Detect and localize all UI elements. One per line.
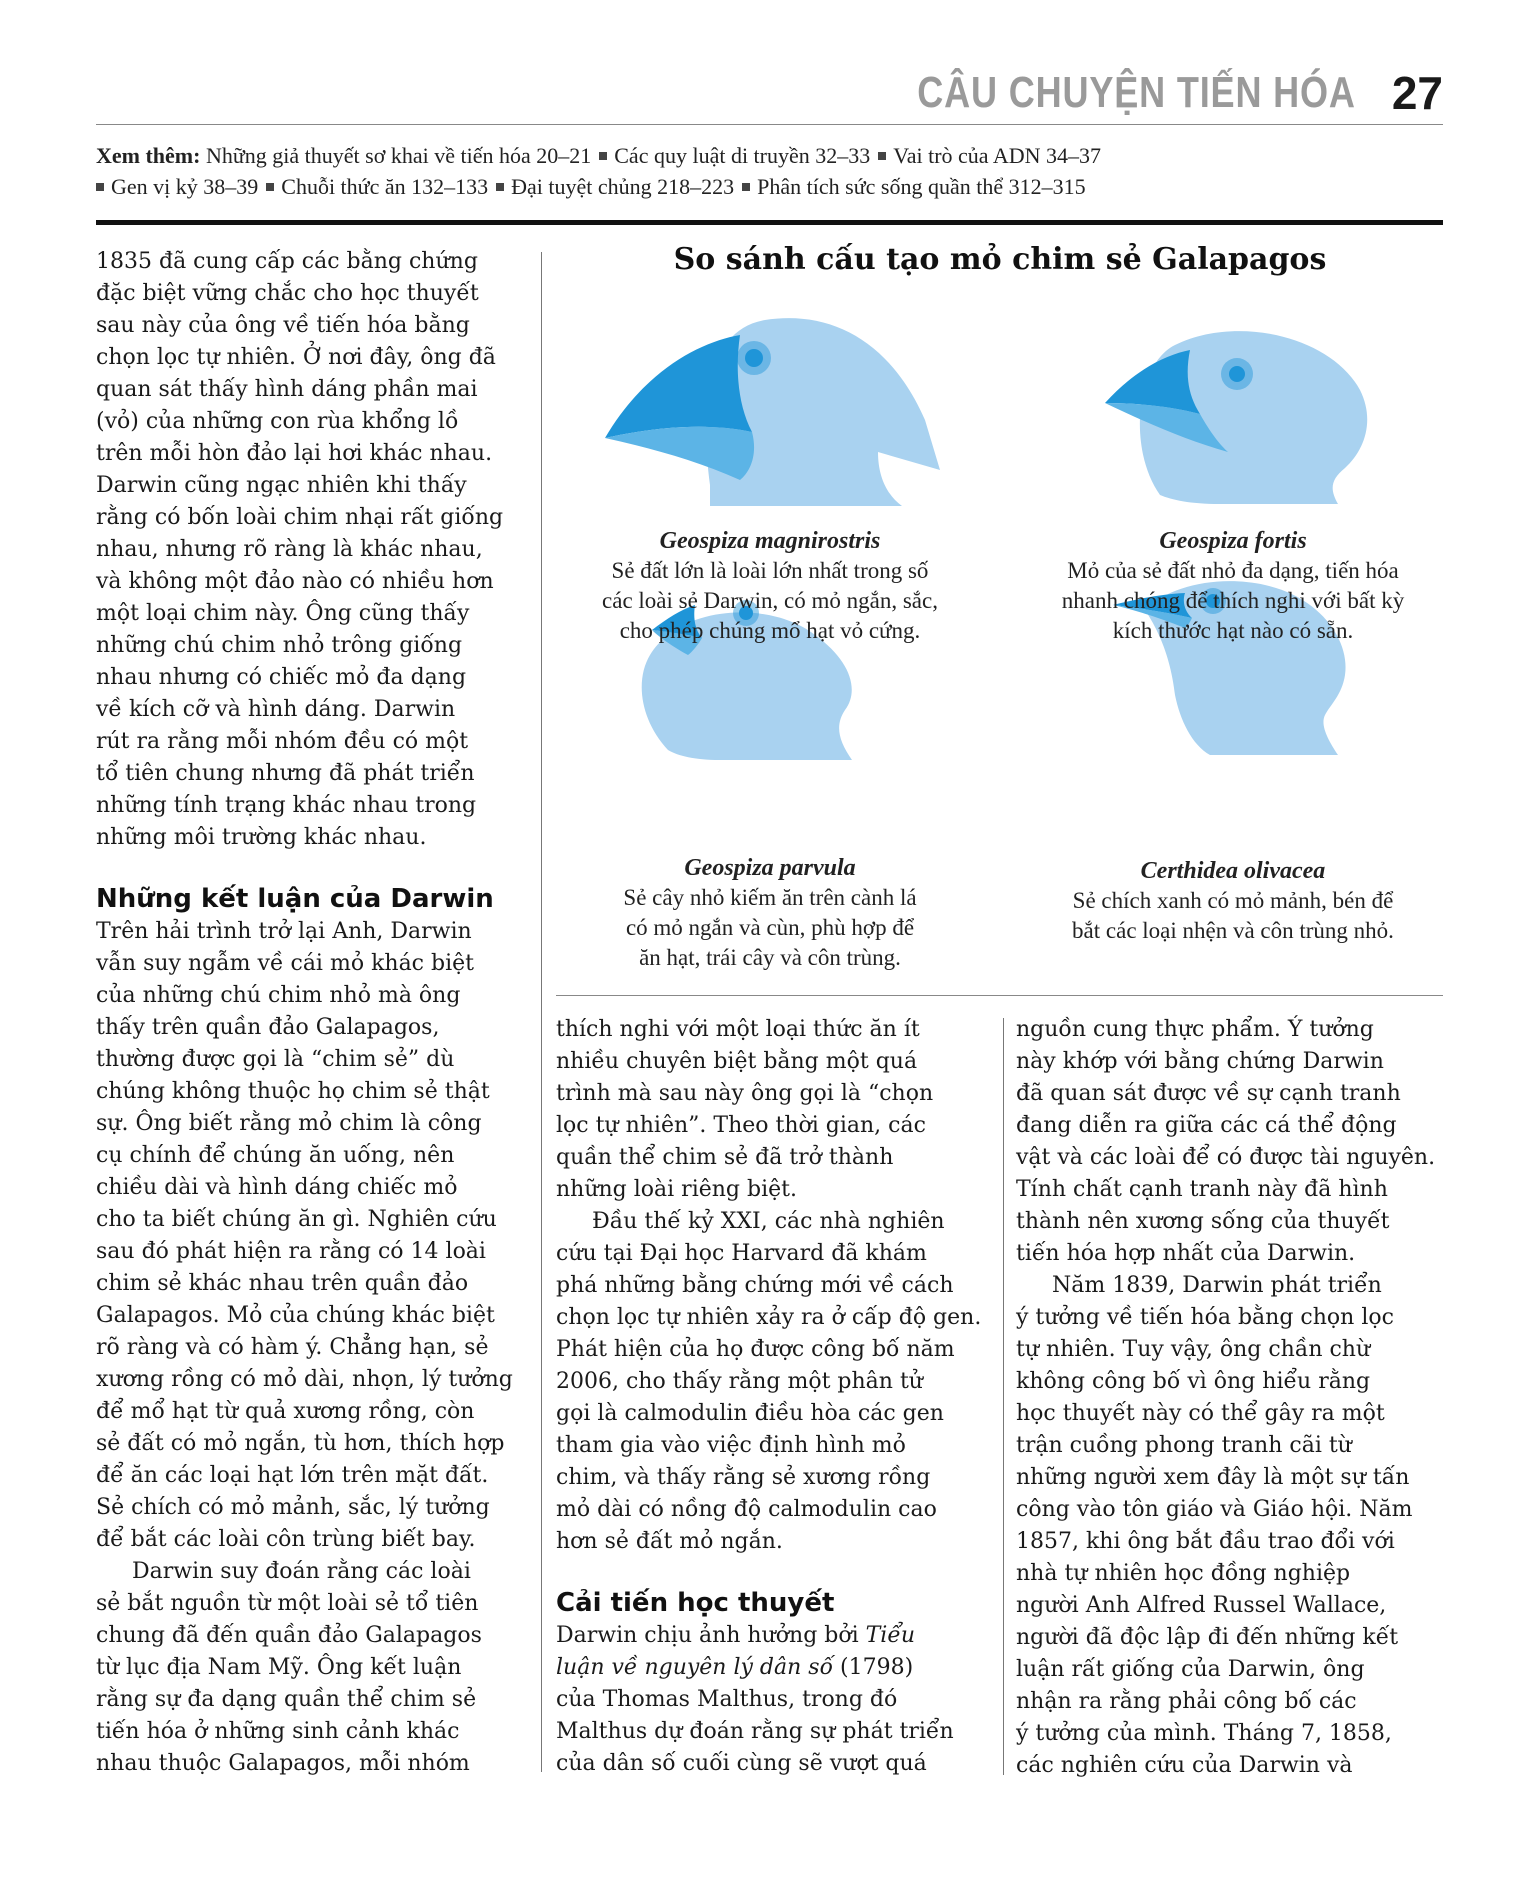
text-line: của những chú chim nhỏ mà ông	[96, 983, 461, 1008]
see-also-line-2	[96, 171, 1446, 202]
paragraph	[1016, 1014, 1446, 1270]
chapter-title: CÂU CHUYỆN TIẾN HÓA	[917, 68, 1356, 117]
text-line: sẻ bắt nguồn từ một loài sẻ tổ tiên	[96, 1591, 479, 1616]
text-line: 1857, khi ông bắt đầu trao đổi với	[1016, 1529, 1395, 1554]
caption-line: ăn hạt, trái cây và côn trùng.	[639, 945, 901, 970]
see-also-item: Phân tích sức sống quần thể 312–315	[757, 174, 1086, 199]
see-also-item: Đại tuyệt chủng 218–223	[511, 174, 735, 199]
paragraph	[1016, 1270, 1446, 1782]
text-line: người đã độc lập đi đến những kết	[1016, 1625, 1399, 1650]
text-line: cứu tại Đại học Harvard đã khám	[556, 1241, 927, 1266]
finch-eye	[1229, 366, 1245, 382]
header-rule	[96, 124, 1443, 125]
diagram-title: So sánh cấu tạo mỏ chim sẻ Galapagos	[673, 242, 1327, 277]
text-line: 1835 đã cung cấp các bằng chứng	[96, 249, 478, 274]
text-line: luận về nguyên lý dân số (1798)	[556, 1655, 914, 1680]
text-line: Năm 1839, Darwin phát triển	[1052, 1273, 1382, 1298]
text-line: xương rồng có mỏ dài, nhọn, lý tưởng	[96, 1367, 513, 1392]
text-line: ý tưởng về tiến hóa bằng chọn lọc	[1016, 1305, 1394, 1330]
column-divider	[1003, 1018, 1004, 1775]
paragraph	[556, 1620, 996, 1780]
species-name: Geospiza parvula	[684, 855, 856, 881]
text-line: trận cuồng phong tranh cãi từ	[1016, 1433, 1352, 1458]
text-line: Sẻ chích có mỏ mảnh, sắc, lý tưởng	[96, 1495, 490, 1520]
text-line: người Anh Alfred Russel Wallace,	[1016, 1593, 1387, 1618]
text-line: tự nhiên. Tuy vậy, ông chần chừ	[1016, 1337, 1371, 1362]
text-line: chọn lọc tự nhiên xảy ra ở cấp độ gen.	[556, 1305, 982, 1330]
text-line: của dân số cuối cùng sẽ vượt quá	[556, 1751, 927, 1776]
text-line: đã quan sát được về sự cạnh tranh	[1016, 1081, 1401, 1106]
text-line: đặc biệt vững chắc cho học thuyết	[96, 281, 479, 306]
see-also-item: Vai trò của ADN 34–37	[893, 143, 1102, 168]
text-line: chim sẻ khác nhau trên quần đảo	[96, 1271, 469, 1296]
paragraph	[556, 1014, 996, 1206]
text-line: rằng có bốn loài chim nhại rất giống	[96, 505, 504, 530]
finch-magnirostris-illustration	[605, 318, 940, 506]
see-also	[96, 140, 1446, 202]
text-line: rút ra rằng mỗi nhóm đều có một	[96, 729, 469, 754]
see-also-item: Những giả thuyết sơ khai về tiến hóa 20–21	[205, 143, 592, 168]
text-line: nhiều chuyên biệt bằng một quá	[556, 1049, 918, 1074]
text-line: Đầu thế kỷ XXI, các nhà nghiên	[592, 1209, 945, 1234]
section-heading: Cải tiến học thuyết	[556, 1588, 835, 1618]
caption-olivacea	[1018, 856, 1448, 946]
text-line: đang diễn ra giữa các cá thể động	[1016, 1113, 1397, 1138]
finch-fortis-illustration	[1105, 331, 1367, 504]
text-line: mỏ dài có nồng độ calmodulin cao	[556, 1497, 937, 1522]
text-line: 2006, cho thấy rằng một phân tử	[556, 1369, 923, 1394]
species-name: Certhidea olivacea	[1140, 858, 1326, 884]
text-line: Galapagos. Mỏ của chúng khác biệt	[96, 1303, 495, 1328]
text-line: từ lục địa Nam Mỹ. Ông kết luận	[96, 1655, 462, 1680]
text-line: chiều dài và hình dáng chiếc mỏ	[96, 1175, 458, 1200]
text-line: trình mà sau này ông gọi là “chọn	[556, 1081, 934, 1106]
text-line: vật và các loài để có được tài nguyên.	[1016, 1145, 1436, 1170]
caption-fortis	[1018, 526, 1448, 646]
caption-line: Sẻ đất lớn là loài lớn nhất trong số	[611, 558, 929, 583]
text-line: phá những bằng chứng mới về cách	[556, 1273, 954, 1298]
text-line: không công bố vì ông hiểu rằng	[1016, 1369, 1371, 1394]
text-line: về kích cỡ và hình dáng. Darwin	[96, 697, 456, 722]
section-rule	[96, 220, 1443, 225]
see-also-item: Chuỗi thức ăn 132–133	[281, 174, 489, 199]
text-line: một loại chim này. Ông cũng thấy	[96, 601, 470, 626]
text-line: Malthus dự đoán rằng sự phát triển	[556, 1719, 954, 1744]
text-line: luận rất giống của Darwin, ông	[1016, 1657, 1365, 1682]
text-line: nhau nhưng có chiếc mỏ đa dạng	[96, 665, 467, 690]
text-line: nhà tự nhiên học đồng nghiệp	[1016, 1561, 1351, 1586]
text-line: để bắt các loài côn trùng biết bay.	[96, 1527, 476, 1552]
caption-line: Mỏ của sẻ đất nhỏ đa dạng, tiến hóa	[1067, 558, 1399, 583]
text-line: các nghiên cứu của Darwin và	[1016, 1753, 1353, 1778]
diagram-rule	[556, 995, 1443, 996]
text-line: thành nên xương sống của thuyết	[1016, 1209, 1390, 1234]
text-line: tổ tiên chung nhưng đã phát triển	[96, 761, 475, 786]
text-line: sau đó phát hiện ra rằng có 14 loài	[96, 1239, 486, 1264]
caption-parvula	[560, 853, 980, 973]
text-line: những môi trường khác nhau.	[96, 825, 427, 850]
text-line: sẻ đất có mỏ ngắn, tù hơn, thích hợp	[96, 1431, 505, 1456]
text-line: Darwin chịu ảnh hưởng bởi Tiểu	[556, 1623, 916, 1648]
text-line: chúng không thuộc họ chim sẻ thật	[96, 1079, 490, 1104]
column-divider	[541, 252, 542, 1772]
text-line: công vào tôn giáo và Giáo hội. Năm	[1016, 1497, 1413, 1522]
caption-line: Sẻ chích xanh có mỏ mảnh, bén để	[1072, 888, 1394, 913]
see-also-label: Xem thêm:	[96, 143, 201, 168]
see-also-line-1	[96, 140, 1446, 171]
text-line: Darwin suy đoán rằng các loài	[132, 1559, 471, 1584]
text-line: của Thomas Malthus, trong đó	[556, 1687, 898, 1712]
species-name: Geospiza fortis	[1159, 528, 1307, 554]
text-line: tiến hóa ở những sinh cảnh khác	[96, 1719, 460, 1744]
text-line: chim, và thấy rằng sẻ xương rồng	[556, 1465, 931, 1490]
text-line: chọn lọc tự nhiên. Ở nơi đây, ông đã	[96, 345, 496, 370]
section-heading: Những kết luận của Darwin	[96, 884, 494, 914]
text-line: rằng sự đa dạng quần thể chim sẻ	[96, 1687, 477, 1712]
text-line: Phát hiện của họ được công bố năm	[556, 1337, 955, 1362]
text-line: sự. Ông biết rằng mỏ chim là công	[96, 1111, 482, 1136]
caption-line: bắt các loại nhện và côn trùng nhỏ.	[1072, 918, 1394, 943]
paragraph	[556, 1206, 996, 1558]
text-line: vẫn suy ngẫm về cái mỏ khác biệt	[96, 951, 474, 976]
left-column	[96, 246, 536, 1780]
text-line: cụ chính để chúng ăn uống, nên	[96, 1143, 455, 1168]
text-line: nhau thuộc Galapagos, mỗi nhóm	[96, 1751, 470, 1776]
caption-line: nhanh chóng để thích nghi với bất kỳ	[1061, 588, 1405, 613]
finch-beak-upper	[605, 335, 752, 438]
text-line: nguồn cung thực phẩm. Ý tưởng	[1016, 1017, 1374, 1042]
text-line: hơn sẻ đất mỏ ngắn.	[556, 1529, 783, 1554]
right-column	[1016, 1014, 1446, 1782]
text-line: chung đã đến quần đảo Galapagos	[96, 1623, 482, 1648]
caption-line: có mỏ ngắn và cùn, phù hợp để	[625, 915, 915, 940]
text-line: gọi là calmodulin điều hòa các gen	[556, 1401, 944, 1426]
text-line: quần thể chim sẻ đã trở thành	[556, 1145, 894, 1170]
text-line: học thuyết này có thể gây ra một	[1016, 1401, 1385, 1426]
finch-eye	[745, 349, 763, 367]
text-line: ý tưởng của mình. Tháng 7, 1858,	[1016, 1721, 1392, 1746]
text-line: những loài riêng biệt.	[556, 1177, 797, 1202]
text-line: sau này của ông về tiến hóa bằng	[96, 313, 470, 338]
finch-beak-lower	[605, 427, 754, 480]
text-line: (vỏ) của những con rùa khổng lồ	[96, 409, 459, 434]
text-line: Darwin cũng ngạc nhiên khi thấy	[96, 473, 467, 498]
text-line: trên mỗi hòn đảo lại hơi khác nhau.	[96, 441, 493, 466]
see-also-item: Các quy luật di truyền 32–33	[614, 143, 871, 168]
text-line: những chú chim nhỏ trông giống	[96, 633, 463, 658]
text-line: tiến hóa hợp nhất của Darwin.	[1016, 1241, 1356, 1266]
text-line: lọc tự nhiên”. Theo thời gian, các	[556, 1113, 926, 1138]
text-line: những tính trạng khác nhau trong	[96, 793, 477, 818]
text-line: nhau, nhưng rõ ràng là khác nhau,	[96, 537, 483, 562]
text-line: nhận ra rằng phải công bố các	[1016, 1689, 1357, 1714]
text-line: cho ta biết chúng ăn gì. Nghiên cứu	[96, 1207, 497, 1232]
text-line: thấy trên quần đảo Galapagos,	[96, 1015, 440, 1040]
text-line: những người xem đây là một sự tấn	[1016, 1465, 1410, 1490]
text-line: rõ ràng và có hàm ý. Chẳng hạn, sẻ	[96, 1335, 489, 1360]
text-line: để ăn các loại hạt lớn trên mặt đất.	[96, 1463, 489, 1488]
caption-line: kích thước hạt nào có sẵn.	[1112, 618, 1354, 643]
paragraph	[96, 246, 536, 854]
text-line: thích nghi với một loại thức ăn ít	[556, 1017, 920, 1042]
middle-column	[556, 1014, 996, 1780]
text-line: và không một đảo nào có nhiều hơn	[96, 569, 494, 594]
text-line: Tính chất cạnh tranh này đã hình	[1016, 1177, 1388, 1202]
text-line: này khớp với bằng chứng Darwin	[1016, 1049, 1384, 1074]
caption-line: cho phép chúng mổ hạt vỏ cứng.	[619, 618, 921, 643]
paragraph	[96, 1556, 536, 1780]
page-number: 27	[1391, 67, 1443, 119]
text-line: Trên hải trình trở lại Anh, Darwin	[96, 919, 472, 944]
caption-line: các loài sẻ Darwin, có mỏ ngắn, sắc,	[602, 588, 938, 613]
text-line: để mổ hạt từ quả xương rồng, còn	[96, 1399, 475, 1424]
text-line: tham gia vào việc định hình mỏ	[556, 1433, 906, 1458]
text-line: thường được gọi là “chim sẻ” dù	[96, 1047, 455, 1072]
paragraph	[96, 916, 536, 1556]
see-also-item: Gen vị kỷ 38–39	[111, 174, 259, 199]
caption-line: Sẻ cây nhỏ kiếm ăn trên cành lá	[623, 885, 917, 910]
text-line: quan sát thấy hình dáng phần mai	[96, 377, 478, 402]
species-name: Geospiza magnirostris	[659, 528, 881, 554]
caption-magnirostris	[560, 526, 980, 646]
